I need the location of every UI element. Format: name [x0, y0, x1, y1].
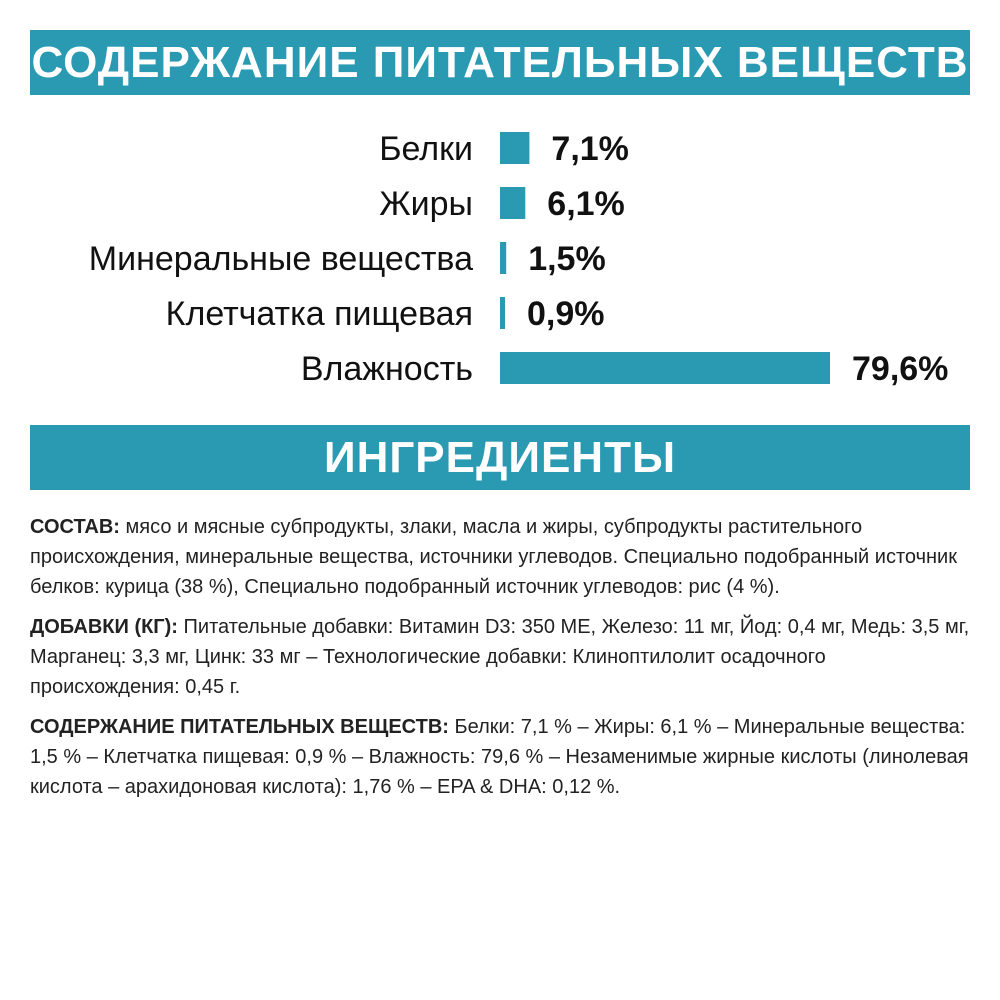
- nutrients-paragraph: [30, 712, 975, 802]
- additives-label: ДОБАВКИ (КГ):: [30, 616, 178, 638]
- ingredients-text: [30, 512, 975, 812]
- composition-text: мясо и мясные субпродукты, злаки, масла и жиры, субпродукты растительного происхождения, минеральные вещества, источники углеводов. Специально подобранный источник белков: курица (38 %), Специально подобранный источник углеводов: рис (4 %).: [30, 516, 957, 598]
- bar: [500, 132, 529, 164]
- category-label: Минеральные вещества: [88, 240, 473, 278]
- nutrients-text: Белки: 7,1 % – Жиры: 6,1 % – Минеральные вещества: 1,5 % – Клетчатка пищевая: 0,9 % – Влажность: 79,6 % – Незаменимые жирные кислоты (линолевая кислота – арахидоновая кислота): 1,76 % – EPA & DHA: 0,12 %.: [30, 716, 969, 798]
- category-label: Жиры: [379, 185, 473, 223]
- value-label: 6,1%: [547, 185, 625, 223]
- bar: [500, 242, 506, 274]
- value-label: 0,9%: [527, 295, 605, 333]
- nutrient-bar-chart: [0, 110, 1000, 400]
- category-label: Влажность: [300, 350, 473, 388]
- bar: [500, 297, 505, 329]
- bar: [500, 352, 830, 384]
- bar: [500, 187, 525, 219]
- value-label: 79,6%: [852, 350, 949, 388]
- additives-paragraph: [30, 612, 975, 702]
- ingredients-header: ИНГРЕДИЕНТЫ: [30, 425, 970, 490]
- value-label: 7,1%: [551, 130, 629, 168]
- composition-paragraph: [30, 512, 975, 602]
- category-label: Белки: [379, 130, 473, 168]
- nutrients-label: СОДЕРЖАНИЕ ПИТАТЕЛЬНЫХ ВЕЩЕСТВ:: [30, 716, 449, 738]
- additives-text: Питательные добавки: Витамин D3: 350 МЕ, Железо: 11 мг, Йод: 0,4 мг, Медь: 3,5 мг, Марганец: 3,3 мг, Цинк: 33 мг – Технологические добавки: Клиноптилолит осадочного происхождения: 0,45 г.: [30, 616, 970, 698]
- category-label: Клетчатка пищевая: [165, 295, 473, 333]
- value-label: 1,5%: [528, 240, 606, 278]
- nutrients-header: СОДЕРЖАНИЕ ПИТАТЕЛЬНЫХ ВЕЩЕСТВ: [30, 30, 970, 95]
- composition-label: СОСТАВ:: [30, 516, 120, 538]
